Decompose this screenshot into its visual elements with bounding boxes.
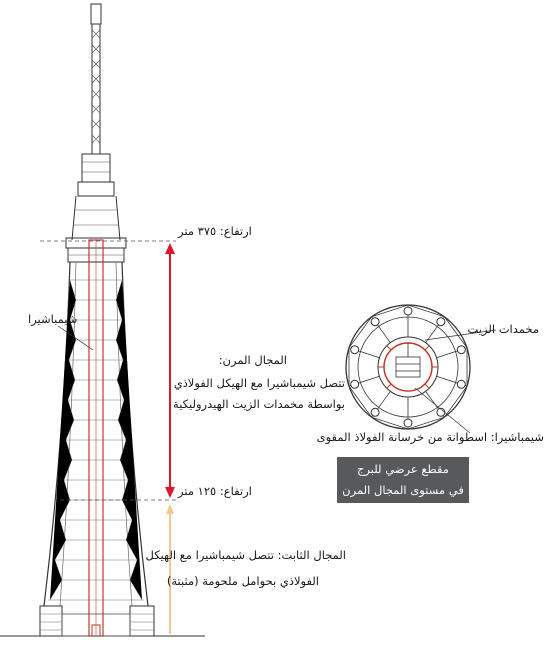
height-375-label: ارتفاع: ٣٧٥ متر — [178, 224, 252, 238]
shimbashira-label: شيمباشيرا — [28, 312, 78, 326]
flexible-range-line1: تتصل شيمباشيرا مع الهيكل الفولاذي — [173, 376, 345, 390]
core-shimbashira — [89, 240, 103, 636]
fixed-range-line1: المجال الثابت: تتصل شيمباشيرا مع الهيكل — [145, 548, 346, 562]
section-caption-line1: مقطع عرضي للبرج — [357, 462, 449, 476]
upper-observatory — [78, 154, 114, 196]
oil-dampers-label: مخمدات الزيت — [467, 322, 539, 336]
tower-shaft-upper — [72, 196, 120, 240]
antenna-mast — [91, 4, 101, 154]
fixed-range-line2: الفولاذي بحوامل ملحومة (مثبتة) — [166, 574, 319, 588]
shimbashira-desc-label: شيمباشيرا: اسطوانة من خرسانة الفولاذ المقوى — [316, 430, 544, 444]
section-caption-box — [337, 457, 469, 503]
cross-section — [346, 305, 470, 429]
base-buildings — [40, 606, 154, 636]
flexible-range-line2: بواسطة مخمدات الزيت الهيدروليكية — [173, 397, 345, 411]
section-caption-line2: في مستوى المجال المرن — [342, 483, 464, 497]
fixed-range-arrow — [166, 504, 174, 634]
shimbashira-leader — [58, 326, 93, 350]
height-125-label: ارتفاع: ١٢٥ متر — [178, 484, 252, 498]
section-core-leader — [415, 388, 470, 433]
flexible-range-title: المجال المرن: — [218, 353, 287, 367]
flexible-range-arrow — [165, 243, 175, 498]
